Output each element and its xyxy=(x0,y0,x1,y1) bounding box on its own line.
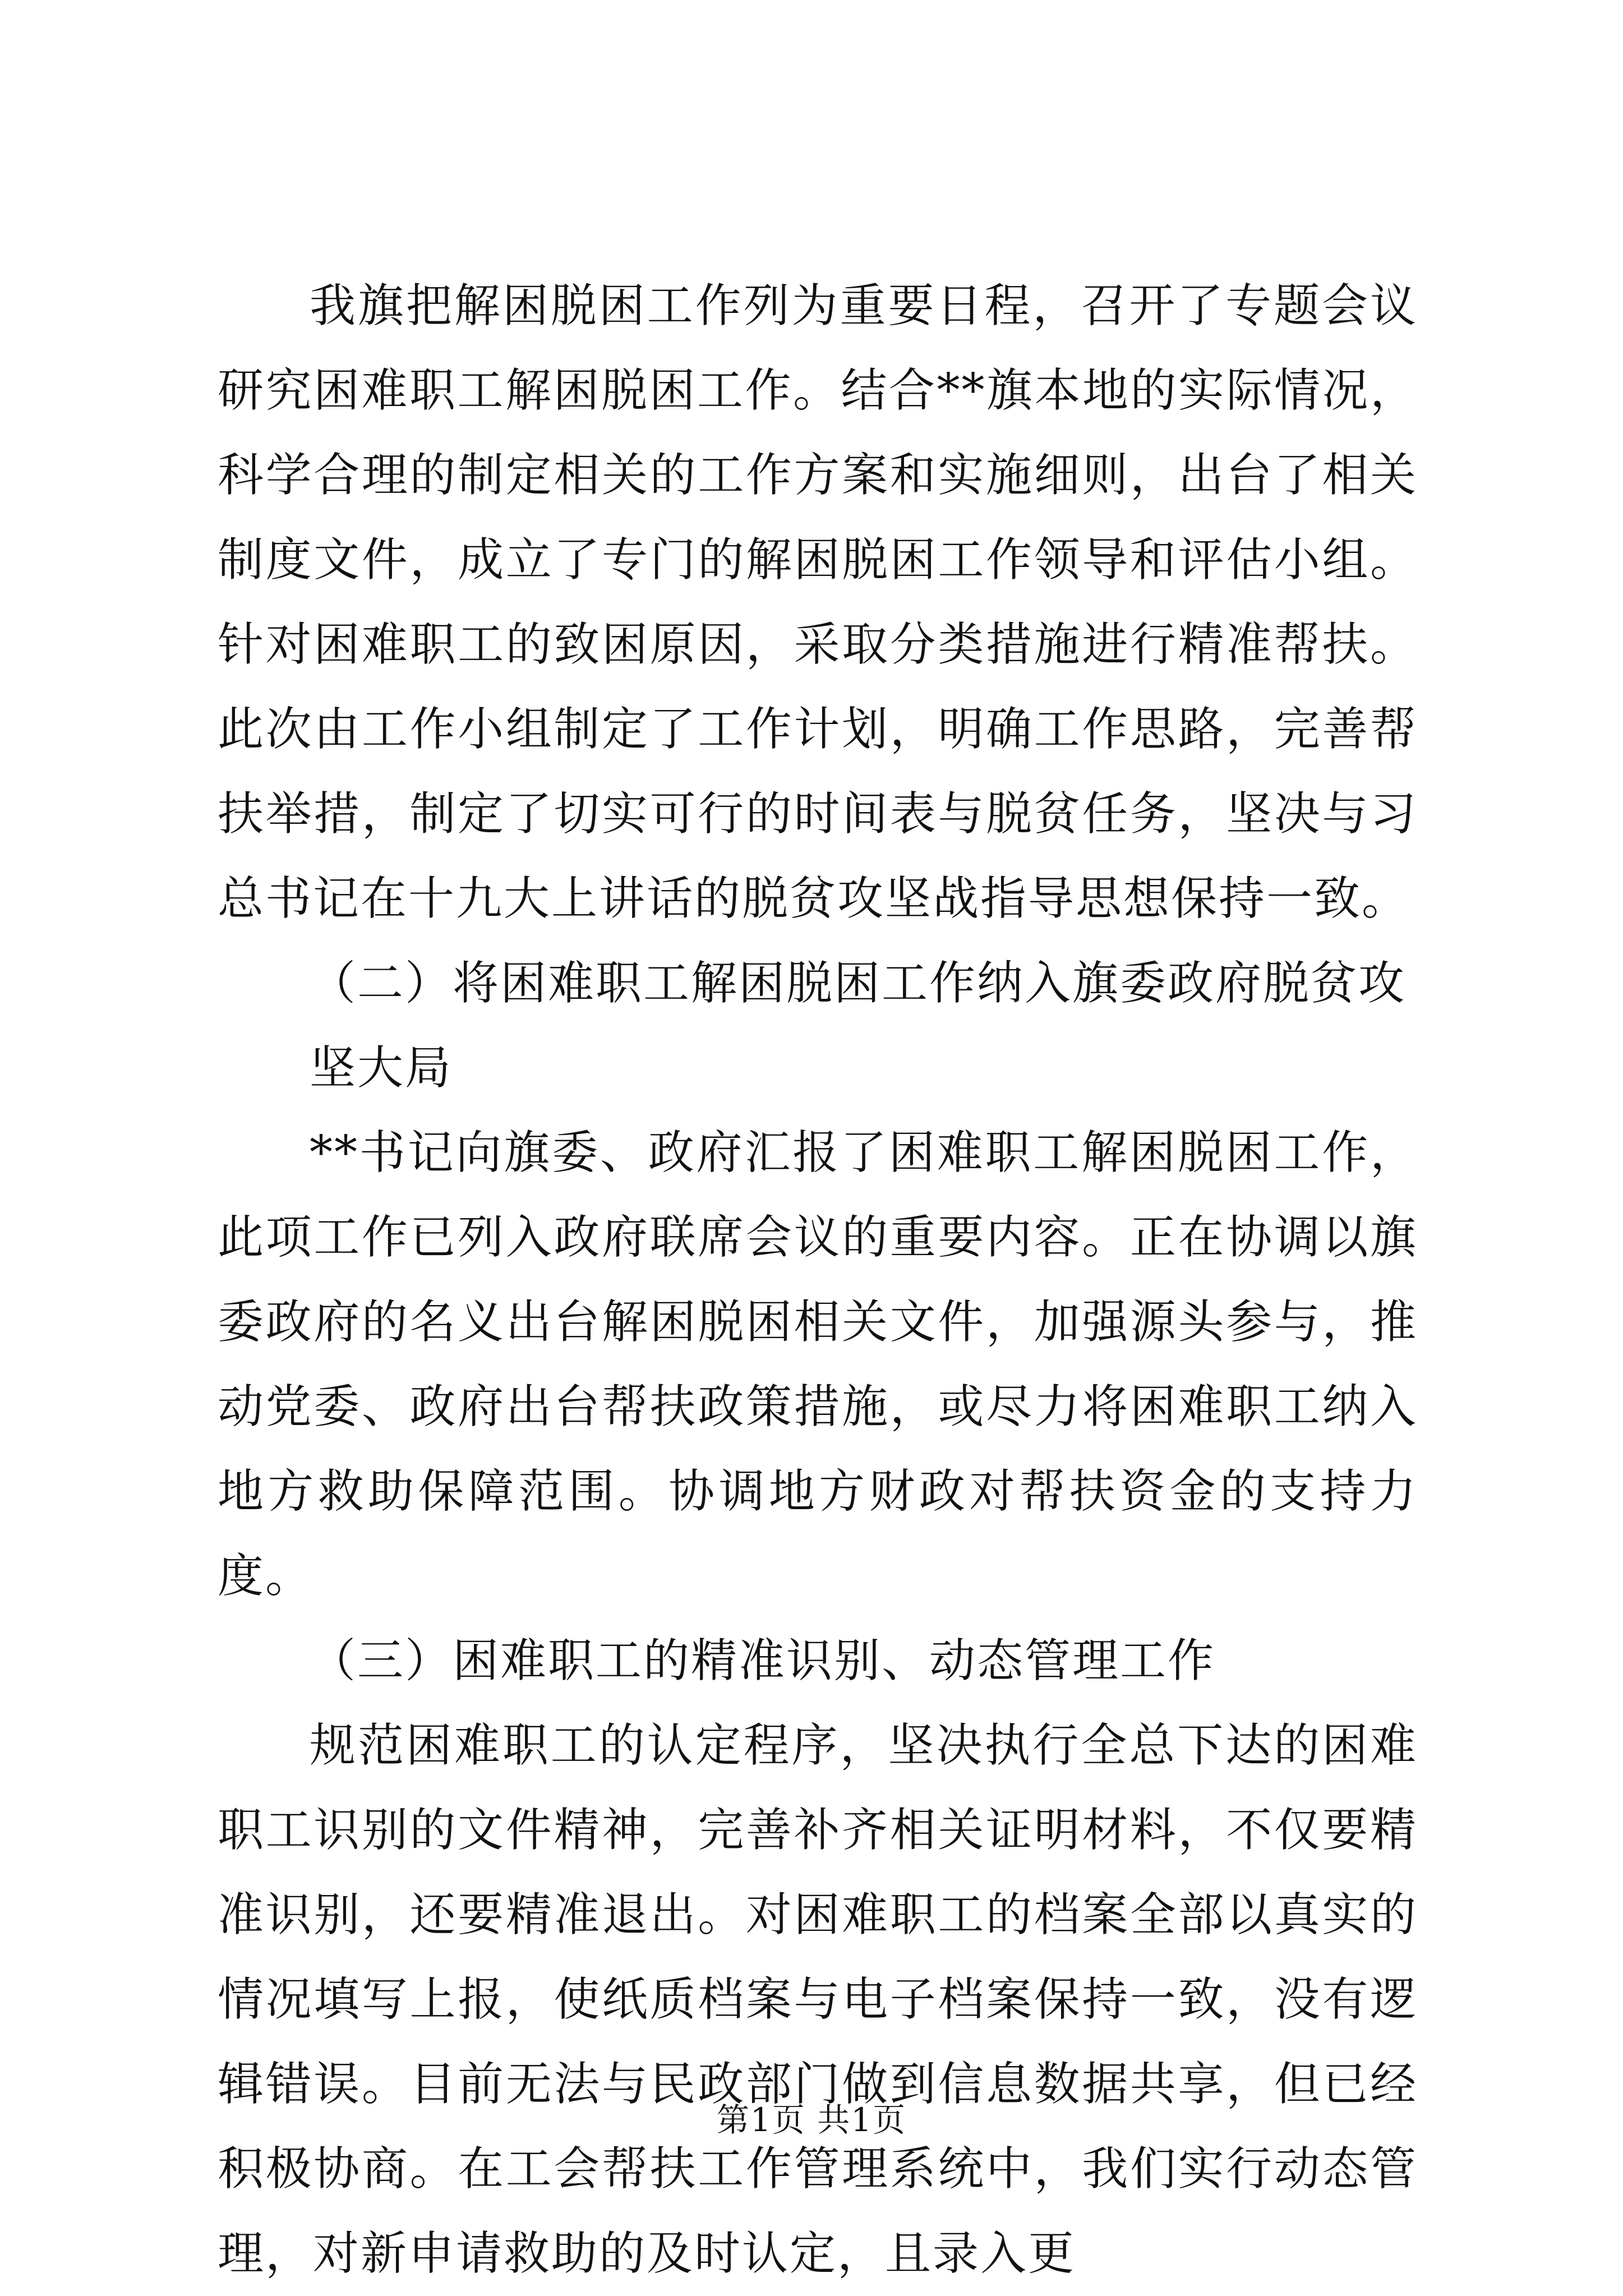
section-heading-2: （二）将困难职工解困脱困工作纳入旗委政府脱贫攻坚大局 xyxy=(310,957,1407,1095)
document-body xyxy=(218,264,1418,2296)
page-footer: 第1页 共1页 xyxy=(716,2101,907,2139)
paragraph-3: 规范困难职工的认定程序，坚决执行全总下达的困难职工识别的文件精神，完善补齐相关证明材料，不仅要精准识别，还要精准退出。对困难职工的档案全部以真实的情况填写上报，使纸质档案与电子档案保持一致，没有逻辑错误。目前无法与民政部门做到信息数据共享，但已经积极协商。在工会帮扶工作管理系统中，我们实行动态管理，对新申请救助的及时认定，且录入更 xyxy=(218,1719,1418,2280)
paragraph-2: **书记向旗委、政府汇报了困难职工解困脱困工作，此项工作已列入政府联席会议的重要内容。正在协调以旗委政府的名义出台解困脱困相关文件，加强源头参与，推动党委、政府出台帮扶政策措施，或尽力将困难职工纳入地方救助保障范围。协调地方财政对帮扶资金的支持力度。 xyxy=(218,1126,1418,1603)
section-heading-3: （三）困难职工的精准识别、动态管理工作 xyxy=(310,1634,1216,1688)
paragraph-1: 我旗把解困脱困工作列为重要日程，召开了专题会议研究困难职工解困脱困工作。结合**旗本地的实际情况，科学合理的制定相关的工作方案和实施细则，出台了相关制度文件，成立了专门的解困脱困工作领导和评估小组。针对困难职工的致困原因，采取分类措施进行精准帮扶。此次由工作小组制定了工作计划，明确工作思路，完善帮扶举措，制定了切实可行的时间表与脱贫任务，坚决与习总书记在十九大上讲话的脱贫攻坚战指导思想保持一致。 xyxy=(218,279,1418,925)
